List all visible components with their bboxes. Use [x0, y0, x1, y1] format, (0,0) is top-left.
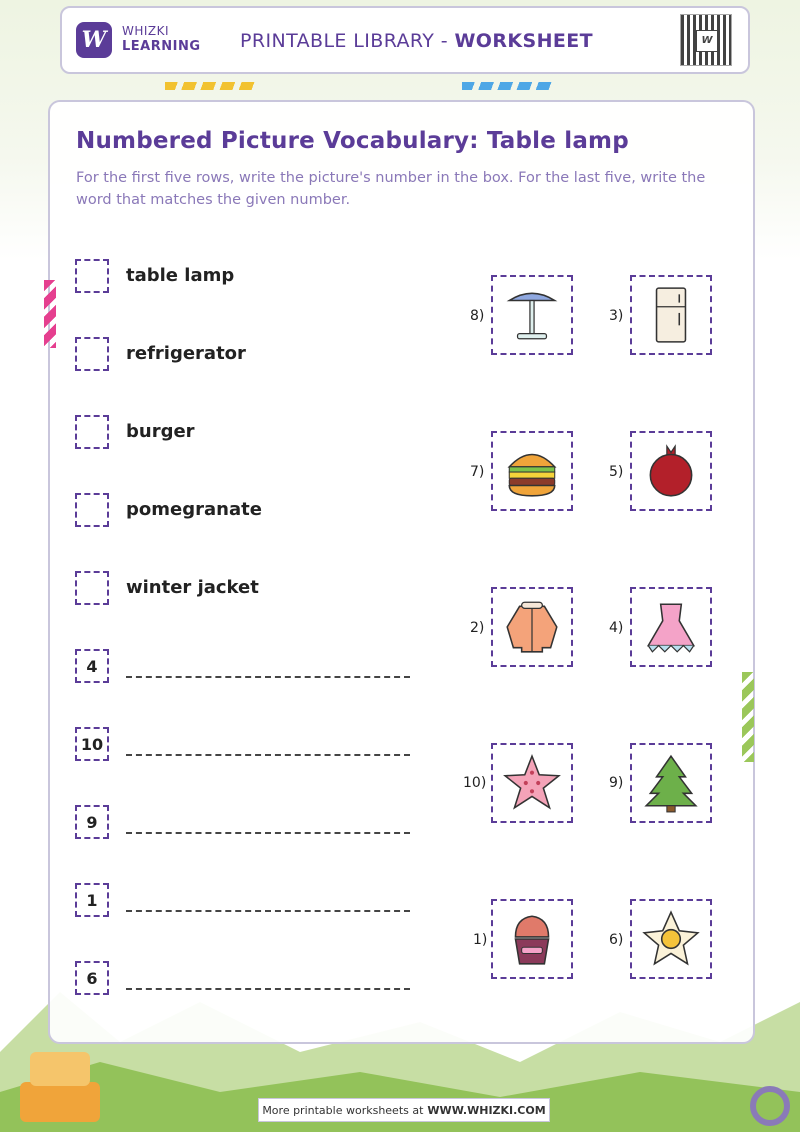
writing-line-1[interactable]: [126, 676, 410, 678]
header-title-prefix: PRINTABLE LIBRARY -: [240, 30, 455, 52]
number-box-1: 4: [75, 649, 109, 683]
footer-text: More printable worksheets at: [262, 1103, 424, 1117]
header-title: [240, 30, 593, 52]
answer-box-1[interactable]: [75, 259, 109, 293]
number-box-2: 10: [75, 727, 109, 761]
picture-number-6: 4): [609, 620, 624, 636]
writing-line-2[interactable]: [126, 754, 410, 756]
picture-card-6: [630, 587, 712, 667]
pomegranate-icon: [640, 440, 702, 502]
picture-number-1: 8): [470, 308, 485, 324]
answer-box-2[interactable]: [75, 337, 109, 371]
logo-line-1: WHIZKI: [122, 24, 170, 38]
writing-line-5[interactable]: [126, 988, 410, 990]
picture-number-3: 7): [470, 464, 485, 480]
starfish-icon: [501, 752, 563, 814]
worksheet-instructions: For the first five rows, write the picture's number in the box. For the last five, write the word that matches the given number.: [76, 170, 706, 208]
winter-jacket-icon: [501, 596, 563, 658]
picture-card-9: [491, 899, 573, 979]
table-lamp-icon: [501, 284, 563, 346]
writing-line-4[interactable]: [126, 910, 410, 912]
picture-number-8: 9): [609, 775, 624, 791]
number-box-3: 9: [75, 805, 109, 839]
footer-banner: [258, 1098, 550, 1122]
picture-card-10: [630, 899, 712, 979]
word-label-4: pomegranate: [126, 499, 262, 520]
picture-card-3: [491, 431, 573, 511]
picture-number-9: 1): [473, 932, 488, 948]
word-label-5: winter jacket: [126, 577, 259, 598]
picture-card-5: [491, 587, 573, 667]
answer-box-4[interactable]: [75, 493, 109, 527]
picture-card-1: [491, 275, 573, 355]
word-label-3: burger: [126, 421, 195, 442]
logo-line-2: LEARNING: [122, 39, 201, 54]
dress-icon: [640, 596, 702, 658]
header-title-bold: WORKSHEET: [454, 30, 594, 52]
picture-number-4: 5): [609, 464, 624, 480]
logo-wordmark: [122, 24, 201, 54]
picture-card-2: [630, 275, 712, 355]
whizki-logo-icon[interactable]: W: [76, 22, 112, 58]
picture-number-5: 2): [470, 620, 485, 636]
answer-box-3[interactable]: [75, 415, 109, 449]
picture-card-7: [491, 743, 573, 823]
worksheet-title: Numbered Picture Vocabulary: Table lamp: [76, 128, 629, 154]
picture-number-7: 10): [463, 775, 487, 791]
refrigerator-icon: [640, 284, 702, 346]
pine-tree-icon: [640, 752, 702, 814]
word-label-2: refrigerator: [126, 343, 246, 364]
pink-stripe-decoration: [44, 280, 56, 348]
picture-number-10: 6): [609, 932, 624, 948]
daffodil-icon: [640, 908, 702, 970]
yellow-stripe-decoration: [165, 82, 255, 90]
footer-link[interactable]: WWW.WHIZKI.COM: [427, 1103, 546, 1117]
burger-icon: [501, 440, 563, 502]
cupcake-icon: [501, 908, 563, 970]
header-bar: [60, 6, 750, 74]
gear-icon: [750, 1086, 790, 1126]
qr-code-icon[interactable]: [680, 14, 732, 66]
writing-line-3[interactable]: [126, 832, 410, 834]
number-box-4: 1: [75, 883, 109, 917]
picture-card-4: [630, 431, 712, 511]
qr-logo: W: [696, 30, 718, 52]
picture-number-2: 3): [609, 308, 624, 324]
green-stripe-decoration: [742, 672, 754, 762]
word-label-1: table lamp: [126, 265, 235, 286]
blue-stripe-decoration: [462, 82, 552, 90]
answer-box-5[interactable]: [75, 571, 109, 605]
number-box-5: 6: [75, 961, 109, 995]
picture-card-8: [630, 743, 712, 823]
